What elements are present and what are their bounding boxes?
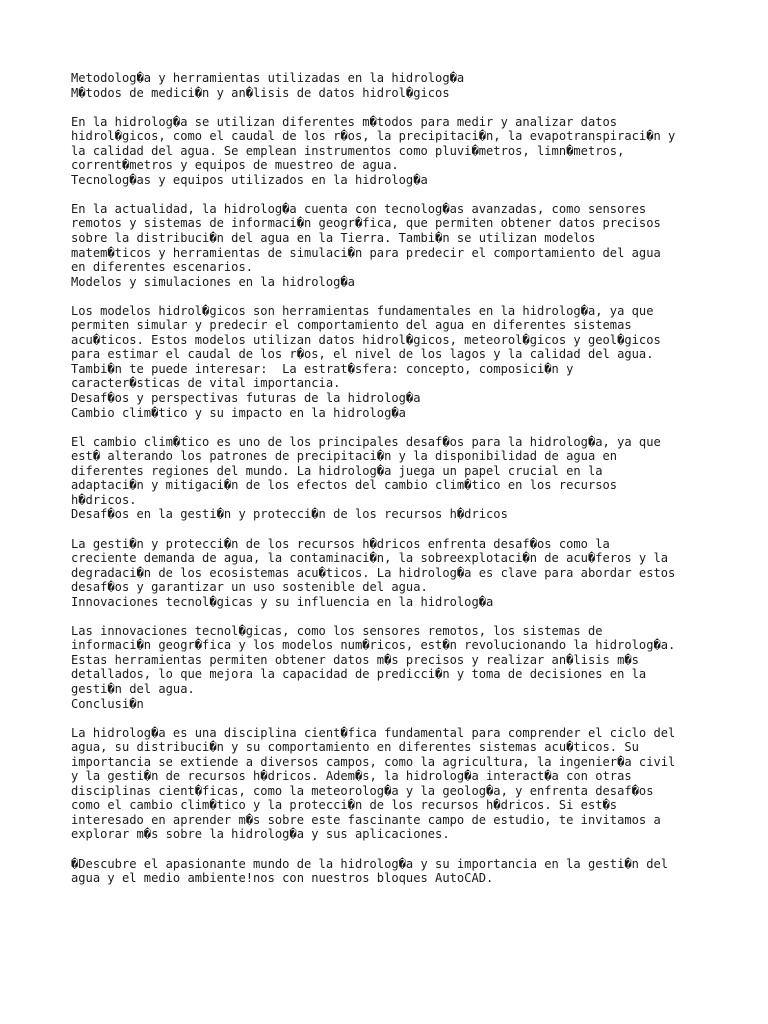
paragraph-gap [71,420,731,435]
text-line: Tambi�n te puede interesar: La estrat�sfera: concepto, composici�n y [71,361,574,376]
paragraph-gap [71,289,731,304]
text-line: est� alterando los patrones de precipitaci�n y la disponibilidad de agua en [71,449,618,464]
paragraph-gap [71,522,731,537]
text-line: degradaci�n de los ecosistemas acu�ticos. La hidrolog�a es clave para abordar estos [71,565,676,580]
text-block [71,624,731,711]
text-line: �Descubre el apasionante mundo de la hidrolog�a y su importancia en la gesti�n del [71,856,669,871]
text-line: para estimar el caudal de los r�os, el nivel de los lagos y la calidad del agua. [71,347,654,362]
text-block [71,435,731,522]
text-line: gesti�n del agua. [71,681,195,696]
paragraph-gap [71,842,731,857]
text-line: informaci�n geogr�fica y los modelos num�ricos, est�n revolucionando la hidrolog�a. [71,638,676,653]
paragraph-gap [71,711,731,726]
paragraph-gap [71,609,731,624]
text-line: agua, su distribuci�n y su comportamiento en diferentes sistemas acu�ticos. Su [71,740,639,755]
text-line: interesado en aprender m�s sobre este fascinante campo de estudio, te invitamos a [71,812,661,827]
text-line: creciente demanda de agua, la contaminaci�n, la sobreexplotaci�n de acu�feros y la [71,551,669,566]
text-line: agua y el medio ambiente!nos con nuestros bloques AutoCAD. [71,871,494,886]
text-line: corrent�metros y equipos de muestreo de agua. [71,158,399,173]
text-line: Innovaciones tecnol�gicas y su influencia en la hidrolog�a [71,594,494,609]
text-line: Las innovaciones tecnol�gicas, como los sensores remotos, los sistemas de [71,623,603,638]
text-line: caracter�sticas de vital importancia. [71,376,341,391]
document-body [71,71,731,886]
text-line: hidrol�gicos, como el caudal de los r�os, la precipitaci�n, la evapotranspiraci�n y [71,129,676,144]
text-line: matem�ticos y herramientas de simulaci�n para predecir el comportamiento del agua [71,245,661,260]
text-line: Los modelos hidrol�gicos son herramientas fundamentales en la hidrolog�a, ya que [71,303,654,318]
text-line: M�todos de medici�n y an�lisis de datos hidrol�gicos [71,85,450,100]
text-line: Modelos y simulaciones en la hidrolog�a [71,274,355,289]
text-block [71,857,731,886]
text-line: sobre la distribuci�n del agua en la Tierra. Tambi�n se utilizan modelos [71,231,596,246]
text-line: La hidrolog�a es una disciplina cient�fica fundamental para comprender el ciclo del [71,725,676,740]
text-line: diferentes regiones del mundo. La hidrolog�a juega un papel crucial en la [71,463,603,478]
text-line: Tecnolog�as y equipos utilizados en la hidrolog�a [71,172,428,187]
text-line: h�dricos. [71,492,137,507]
text-block [71,71,731,100]
text-line: importancia se extiende a diversos campos, como la agricultura, la ingenier�a civil [71,754,676,769]
text-line: acu�ticos. Estos modelos utilizan datos hidrol�gicos, meteorol�gicos y geol�gicos [71,332,661,347]
text-line: explorar m�s sobre la hidrolog�a y sus aplicaciones. [71,827,450,842]
text-line: Desaf�os y perspectivas futuras de la hidrolog�a [71,391,421,406]
text-line: Estas herramientas permiten obtener datos m�s precisos y realizar an�lisis m�s [71,652,639,667]
text-line: detallados, lo que mejora la capacidad de predicci�n y toma de decisiones en la [71,667,647,682]
text-line: y la gesti�n de recursos h�dricos. Adem�s, la hidrolog�a interact�a con otras [71,769,632,784]
text-line: El cambio clim�tico es uno de los principales desaf�os para la hidrolog�a, ya que [71,434,661,449]
text-line: la calidad del agua. Se emplean instrumentos como pluvi�metros, limn�metros, [71,143,625,158]
text-line: en diferentes escenarios. [71,260,254,275]
text-block [71,304,731,420]
text-line: Desaf�os en la gesti�n y protecci�n de los recursos h�dricos [71,507,508,522]
text-line: remotos y sistemas de informaci�n geogr�fica, que permiten obtener datos precisos [71,216,661,231]
text-block [71,115,731,188]
text-line: desaf�os y garantizar un uso sostenible del agua. [71,580,428,595]
text-block [71,726,731,842]
text-line: adaptaci�n y mitigaci�n de los efectos del cambio clim�tico en los recursos [71,478,618,493]
text-line: La gesti�n y protecci�n de los recursos h�dricos enfrenta desaf�os como la [71,536,610,551]
text-line: Metodolog�a y herramientas utilizadas en la hidrolog�a [71,71,465,85]
text-line: Conclusi�n [71,696,144,711]
text-line: como el cambio clim�tico y la protecci�n de los recursos h�dricos. Si est�s [71,798,618,813]
text-line: En la hidrolog�a se utilizan diferentes m�todos para medir y analizar datos [71,114,618,129]
text-line: disciplinas cient�ficas, como la meteorolog�a y la geolog�a, y enfrenta desaf�os [71,783,654,798]
text-line: En la actualidad, la hidrolog�a cuenta con tecnolog�as avanzadas, como sensores [71,201,647,216]
text-line: permiten simular y predecir el comportamiento del agua en diferentes sistemas [71,318,632,333]
paragraph-gap [71,187,731,202]
paragraph-gap [71,100,731,115]
text-block [71,537,731,610]
text-line: Cambio clim�tico y su impacto en la hidrolog�a [71,405,406,420]
text-block [71,202,731,289]
